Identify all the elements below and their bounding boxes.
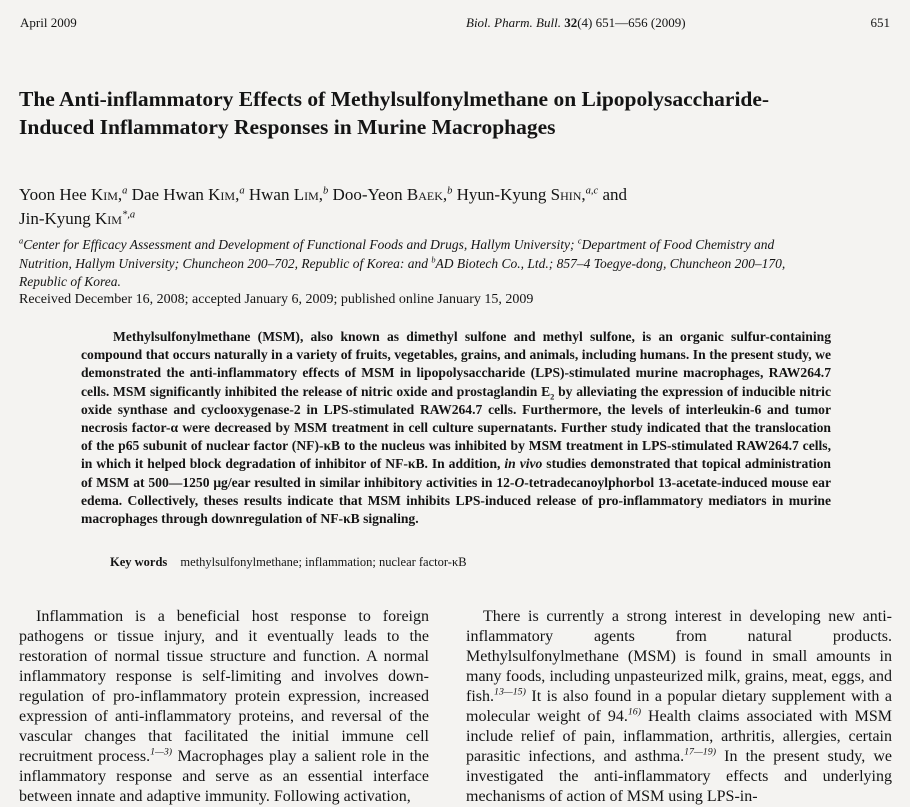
affiliation-c: Department of Food Chemistry and Nutrition, Hallym University; Chuncheon 200–702, Republic of Korea: and xyxy=(19,237,775,271)
author: Dae Hwan Kim,$^a$ xyxy=(131,185,245,204)
keywords xyxy=(110,555,810,570)
affiliation-a: Center for Efficacy Assessment and Development of Functional Foods and Drugs, Hallym University; xyxy=(23,237,575,252)
header-volume: 32 xyxy=(564,15,578,30)
header-journal: Biol. Pharm. Bull. xyxy=(466,15,561,30)
author-list xyxy=(19,183,779,231)
header-date: April 2009 xyxy=(20,15,77,30)
abstract: Methylsulfonylmethane (MSM), also known as dimethyl sulfone and methyl sulfone, is an organic sulfur-containing compound that occurs naturally in a variety of fruits, vegetables, grains, and animals, including humans. In the present study, we demonstrated the anti-inflammatory effects of MSM in lipopolysaccharide (LPS)-stimulated murine macrophages, RAW264.7 cells. MSM significantly inhibited the release of nitric oxide and prostaglandin $E_2$ by alleviating the expression of inducible nitric oxide synthase and cyclooxygenase-2 in LPS-stimulated RAW264.7 cells. Furthermore, the levels of interleukin-6 and tumor necrosis factor-α were decreased by MSM treatment in cell culture supernatants. Further study indicated that the translocation of the p65 subunit of nuclear factor (NF)-κB to the nucleus was inhibited by MSM treatment in LPS-stimulated RAW264.7 cells, in which it helped block degradation of inhibitor of NF-κB. In addition, in vivo studies demonstrated that topical administration of MSM at 500—1250 μg/ear resulted in similar inhibitory activities in 12-O-tetradecanoylphorbol 13-acetate-induced mouse ear edema. Collectively, theses results indicate that MSM inhibits LPS-induced release of pro-inflammatory mediators in murine macrophages through downregulation of NF-κB signaling. xyxy=(81,329,831,527)
header-citation-rest: (4) 651—656 (2009) xyxy=(577,15,686,30)
body-column-right xyxy=(466,607,892,807)
body-column-left xyxy=(19,607,429,807)
author: Doo-Yeon Baek,$^b$ xyxy=(332,185,453,204)
article-title: The Anti-inflammatory Effects of Methylsulfonylmethane on Lipopolysaccharide-Induced Inflammatory Responses in Murine Macrophages xyxy=(19,87,770,139)
author: Jin-Kyung Kim$^{*,a}$ xyxy=(19,209,136,228)
author: Hyun-Kyung Shin,$^{a,c}$ xyxy=(456,185,599,204)
received-dates: Received December 16, 2008; accepted January 6, 2009; published online January 15, 2009 xyxy=(19,292,534,307)
authors-conjunction: and xyxy=(602,185,628,204)
keywords-label: Key words xyxy=(110,555,168,569)
affiliations: $^a$Center for Efficacy Assessment and Development of Functional Foods and Drugs, Hallym University; $^c$Department of Food Chemistry and Nutrition, Hallym University; Chuncheon 200–702, Republic of Korea: and $^b$AD Biotech Co., Ltd.; 857–4 Toegye-dong, Chuncheon 200–170, Republic of Korea. xyxy=(19,236,786,289)
header-citation xyxy=(466,15,686,31)
keywords-text: methylsulfonylmethane; inflammation; nuclear factor-κB xyxy=(180,555,467,569)
body-paragraph: Inflammation is a beneficial host response to foreign pathogens or tissue injury, and it eventually leads to the restoration of normal tissue structure and function. A normal inflammatory response is self-limiting and involves down-regulation of pro-inflammatory protein expression, increased expression of anti-inflammatory proteins, and reversal of the vascular changes that facilitated the initial immune cell recruitment process.$^{1—3)}$ Macrophages play a salient role in the inflammatory response and serve as an essential interface between innate and adaptive immunity. Following activation, xyxy=(19,608,429,805)
body-paragraph: There is currently a strong interest in developing new anti-inflammatory agents from natural products. Methylsulfonylmethane (MSM) is found in small amounts in many foods, including unpasteurized milk, grains, meat, eggs, and fish.$^{13—15)}$ It is also found in a popular dietary supplement with a molecular weight of 94.$^{16)}$ Health claims associated with MSM include relief of pain, inflammation, arthritis, allergies, certain parasitic infections, and asthma.$^{17—19)}$ In the present study, we investigated the anti-inflammatory effects and underlying mechanisms of action of MSM using LPS-in- xyxy=(466,608,893,805)
header-page-number: 651 xyxy=(870,15,890,30)
author: Yoon Hee Kim,$^a$ xyxy=(19,185,128,204)
author: Hwan Lim,$^b$ xyxy=(248,185,329,204)
affiliation-b: AD Biotech Co., Ltd.; 857–4 Toegye-dong, Chuncheon 200–170, Republic of Korea. xyxy=(19,255,786,289)
